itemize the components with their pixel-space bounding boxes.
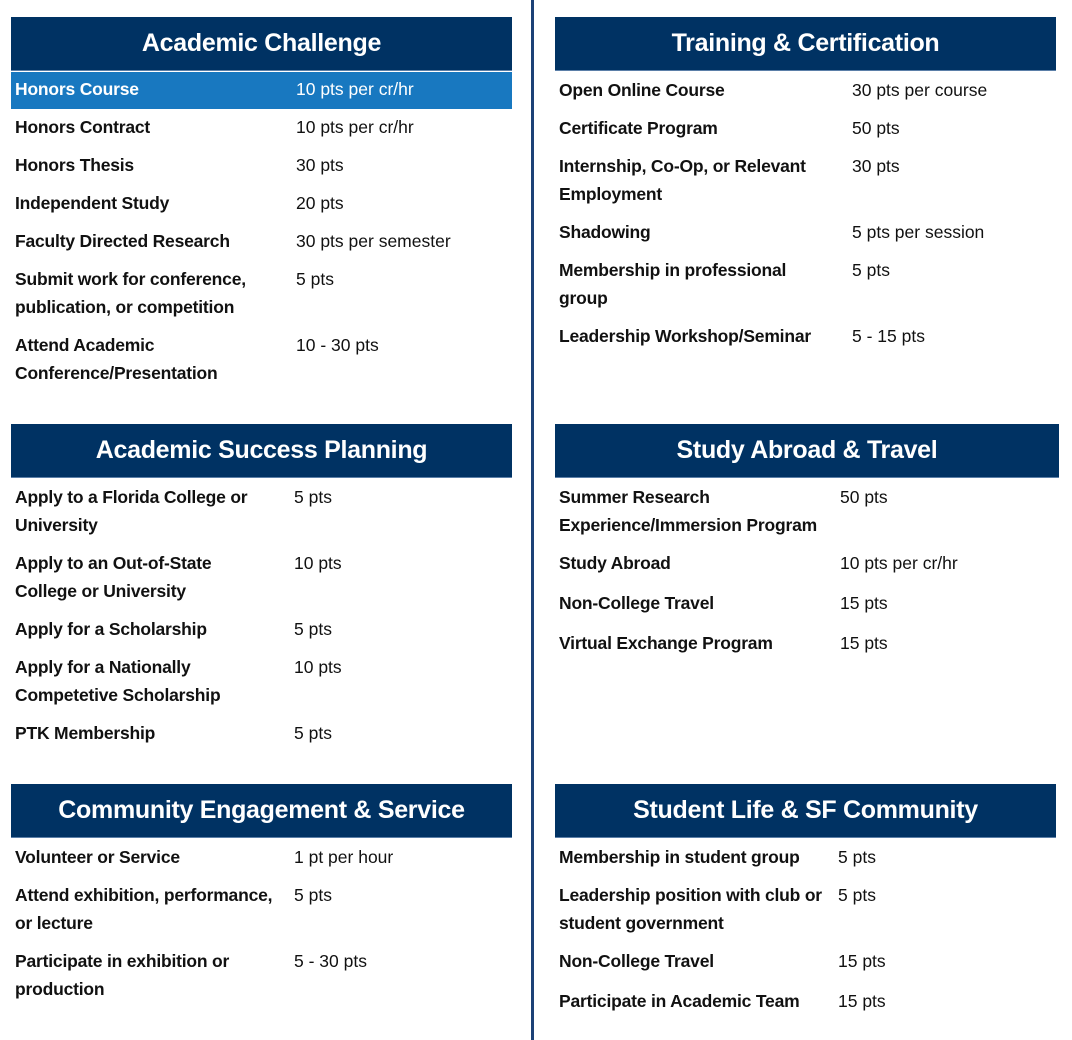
list-item — [555, 479, 1059, 545]
item-label: Apply for a Nationally Competetive Scholarship — [15, 657, 221, 705]
item-label: PTK Membership — [15, 723, 156, 743]
item-label: Non-College Travel — [559, 593, 714, 613]
list-item — [555, 623, 1059, 663]
item-label: Study Abroad — [559, 553, 671, 573]
item-value: 5 pts — [296, 269, 334, 289]
item-value: 30 pts per course — [852, 80, 988, 100]
list-item — [555, 839, 1056, 877]
item-label: Summer Research Experience/Immersion Program — [559, 487, 817, 535]
item-value: 15 pts — [838, 991, 886, 1011]
item-value: 5 - 30 pts — [294, 951, 367, 971]
item-value: 5 pts — [294, 723, 332, 743]
section-study-abroad-travel — [555, 424, 1059, 663]
item-value: 15 pts — [840, 593, 888, 613]
section-community-engagement — [11, 784, 512, 1009]
item-value: 5 pts — [294, 885, 332, 905]
item-value: 5 pts per session — [852, 222, 985, 242]
item-label: Attend exhibition, performance, or lecture — [15, 885, 273, 933]
list-item — [555, 545, 1059, 583]
item-value: 30 pts per semester — [296, 231, 451, 251]
list-item — [11, 715, 512, 753]
item-label: Open Online Course — [559, 80, 725, 100]
list-item — [11, 479, 512, 545]
list-item — [555, 583, 1059, 623]
section-title: Training & Certification — [555, 17, 1056, 71]
list-item — [11, 611, 512, 649]
item-label: Apply to an Out-of-State College or University — [15, 553, 212, 601]
list-item — [555, 72, 1056, 110]
item-label: Honors Contract — [15, 117, 151, 137]
item-value: 10 pts per cr/hr — [296, 117, 414, 137]
section-title: Student Life & SF Community — [555, 784, 1056, 838]
list-item — [11, 185, 512, 223]
item-value: 5 pts — [294, 487, 332, 507]
item-value: 15 pts — [838, 951, 886, 971]
item-value: 5 pts — [294, 619, 332, 639]
item-value: 10 pts — [294, 657, 342, 677]
list-item — [11, 943, 512, 1009]
item-label: Internship, Co-Op, or Relevant Employment — [559, 156, 806, 204]
item-label: Participate in exhibition or production — [15, 951, 230, 999]
item-label: Faculty Directed Research — [15, 231, 230, 251]
list-item — [555, 877, 1056, 943]
list-item — [555, 318, 1056, 356]
item-value: 15 pts — [840, 633, 888, 653]
section-title: Academic Challenge — [11, 17, 512, 71]
item-label: Non-College Travel — [559, 951, 714, 971]
list-item — [11, 109, 512, 147]
item-label: Participate in Academic Team — [559, 991, 800, 1011]
item-label: Apply for a Scholarship — [15, 619, 207, 639]
item-value: 10 pts per cr/hr — [296, 79, 414, 99]
item-value: 30 pts — [296, 155, 344, 175]
list-item — [555, 148, 1056, 214]
item-value: 5 - 15 pts — [852, 326, 925, 346]
list-item — [555, 943, 1056, 981]
section-title: Academic Success Planning — [11, 424, 512, 478]
list-item — [555, 981, 1056, 1021]
item-label: Independent Study — [15, 193, 170, 213]
list-item — [11, 223, 512, 261]
list-item — [555, 110, 1056, 148]
item-value: 20 pts — [296, 193, 344, 213]
item-value: 5 pts — [852, 260, 890, 280]
item-label: Submit work for conference, publication, or competition — [15, 269, 246, 317]
section-training-certification — [555, 17, 1056, 356]
list-item — [11, 147, 512, 185]
item-value: 5 pts — [838, 847, 876, 867]
list-item — [555, 214, 1056, 252]
item-label: Shadowing — [559, 222, 651, 242]
item-label: Volunteer or Service — [15, 847, 180, 867]
column-divider — [531, 0, 534, 1040]
list-item — [11, 649, 512, 715]
list-item — [11, 545, 512, 611]
item-label: Certificate Program — [559, 118, 718, 138]
item-label: Honors Thesis — [15, 155, 134, 175]
section-title: Community Engagement & Service — [11, 784, 512, 838]
item-value: 10 pts per cr/hr — [840, 553, 958, 573]
item-value: 10 pts — [294, 553, 342, 573]
list-item[interactable] — [11, 72, 512, 109]
item-label: Leadership Workshop/Seminar — [559, 326, 811, 346]
item-label: Leadership position with club or student government — [559, 885, 822, 933]
item-label: Apply to a Florida College or University — [15, 487, 248, 535]
item-label: Virtual Exchange Program — [559, 633, 773, 653]
list-item — [11, 261, 512, 327]
list-item — [11, 327, 512, 393]
item-value: 50 pts — [840, 487, 888, 507]
item-label: Attend Academic Conference/Presentation — [15, 335, 218, 383]
item-label: Membership in student group — [559, 847, 800, 867]
section-academic-challenge — [11, 17, 512, 393]
item-label: Membership in professional group — [559, 260, 787, 308]
list-item — [11, 877, 512, 943]
item-value: 30 pts — [852, 156, 900, 176]
section-title: Study Abroad & Travel — [555, 424, 1059, 478]
item-value: 50 pts — [852, 118, 900, 138]
item-value: 5 pts — [838, 885, 876, 905]
list-item — [11, 839, 512, 877]
section-academic-success-planning — [11, 424, 512, 753]
section-student-life — [555, 784, 1056, 1021]
list-item — [555, 252, 1056, 318]
item-value: 1 pt per hour — [294, 847, 394, 867]
item-value: 10 - 30 pts — [296, 335, 379, 355]
item-label: Honors Course — [15, 79, 139, 99]
